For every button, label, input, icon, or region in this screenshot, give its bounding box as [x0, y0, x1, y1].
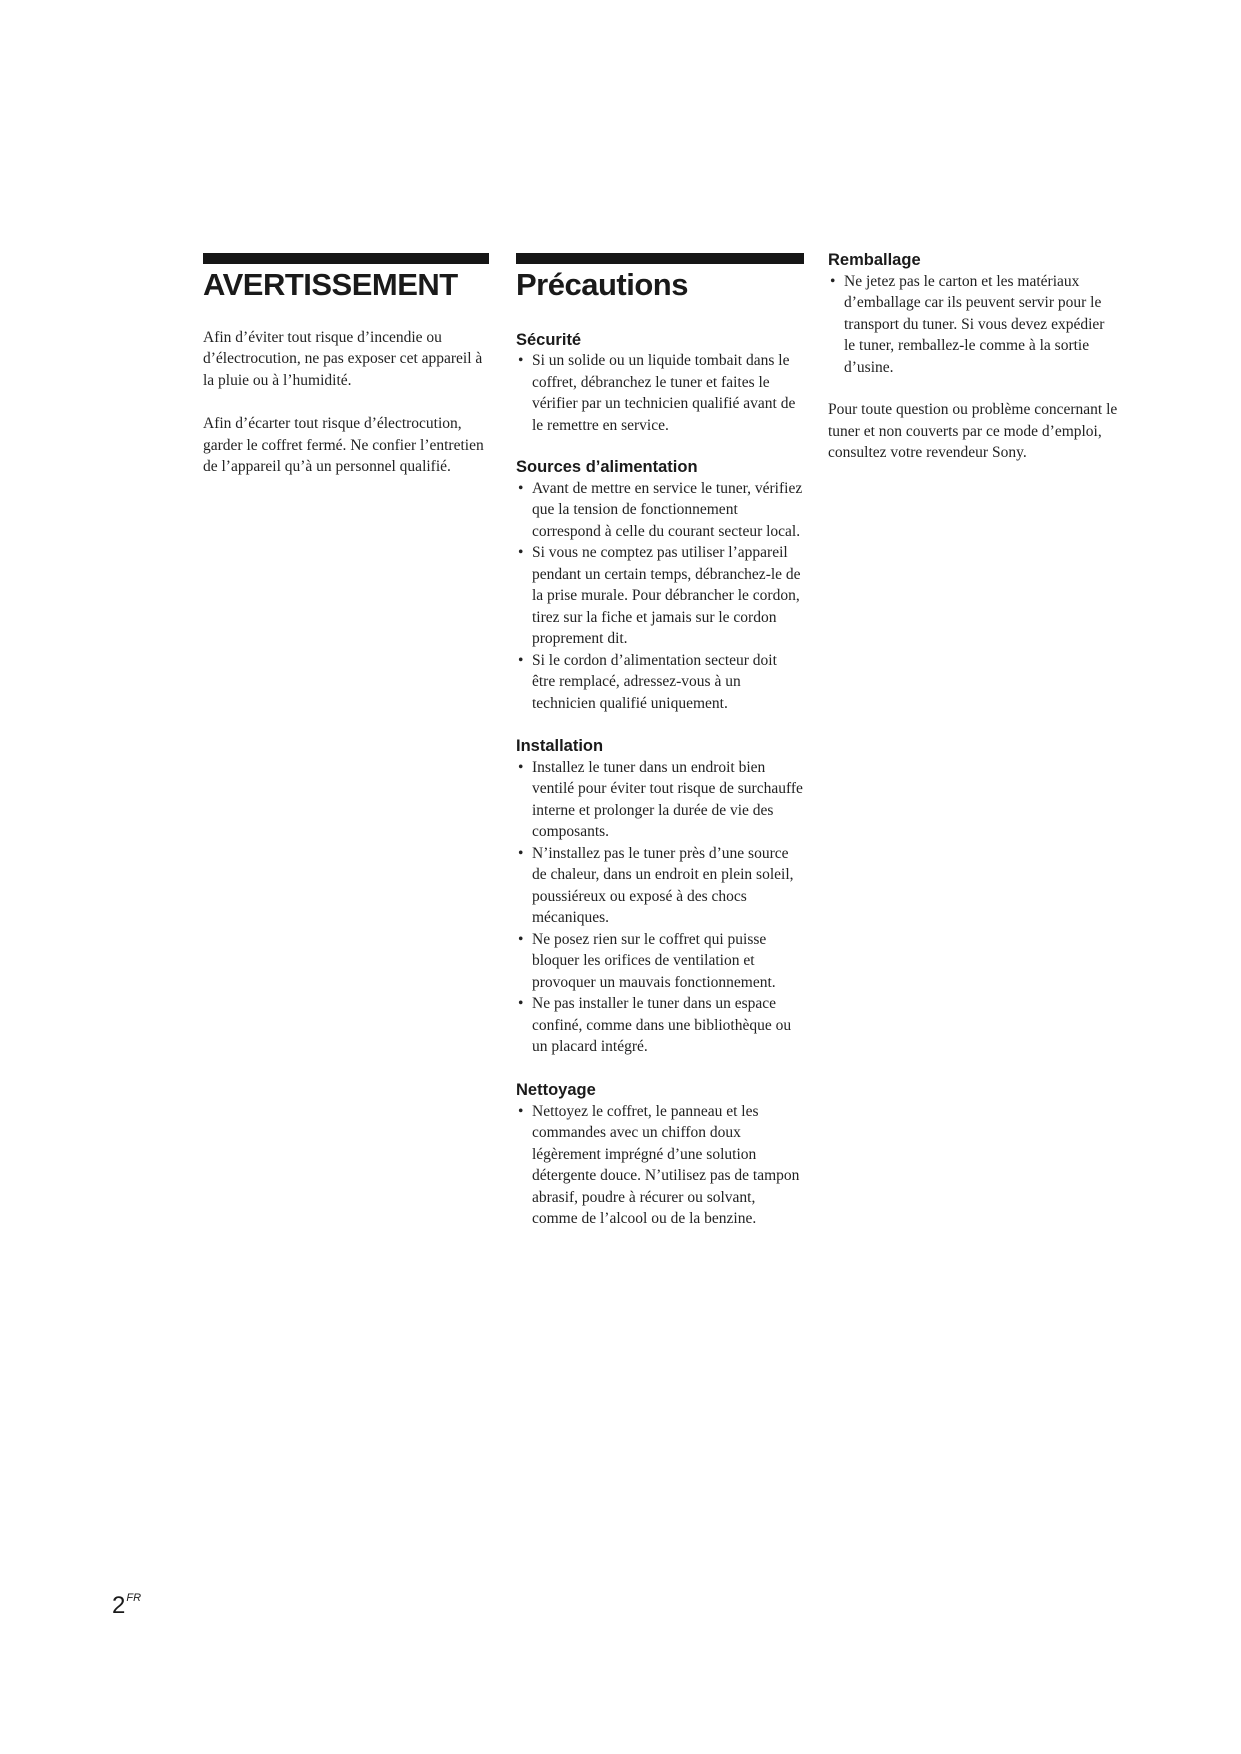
section-alimentation [516, 457, 804, 714]
section-rule [203, 253, 489, 264]
bullet-list [828, 271, 1118, 379]
remballage-column [828, 250, 1118, 464]
list-item: • N’installez pas le tuner près d’une source de chaleur, dans un endroit en plein soleil, poussiéreux ou exposé à des chocs mécaniques. [518, 844, 794, 927]
list-item: • Si le cordon d’alimentation secteur doit être remplacé, adressez-vous à un technicien qualifié uniquement. [518, 651, 777, 712]
language-code: FR [126, 1592, 142, 1604]
section-heading: Sources d’alimentation [516, 458, 698, 477]
section-rule [516, 253, 804, 264]
warning-title: AVERTISSEMENT [203, 267, 458, 302]
section-heading: Sécurité [516, 330, 582, 349]
list-item: • Si vous ne comptez pas utiliser l’appareil pendant un certain temps, débranchez-le de la prise murale. Pour débrancher le cordon, tirez sur la fiche et jamais sur le cordon proprement dit. [518, 544, 801, 648]
warning-paragraph: Afin d’écarter tout risque d’électrocution, garder le coffret fermé. Ne confier l’entretien de l’appareil qu’à un personnel qualifié. [203, 415, 484, 476]
section-heading: Nettoyage [516, 1080, 596, 1099]
bullet-list [516, 757, 804, 1058]
bullet-list [516, 478, 804, 715]
warning-column [203, 253, 489, 478]
bullet-list [516, 350, 804, 436]
precautions-title: Précautions [516, 267, 688, 302]
list-item: • Avant de mettre en service le tuner, vérifiez que la tension de fonctionnement correspond à celle du courant secteur local. [518, 479, 803, 540]
section-securite [516, 330, 804, 437]
page-number: $2^{FR}$ [112, 1592, 142, 1619]
section-nettoyage [516, 1080, 804, 1230]
warning-paragraph: Afin d’éviter tout risque d’incendie ou d’électrocution, ne pas exposer cet appareil à la pluie ou à l’humidité. [203, 328, 483, 389]
list-item: • Ne pas installer le tuner dans un espace confiné, comme dans une bibliothèque ou un placard intégré. [518, 995, 792, 1056]
section-heading: Installation [516, 737, 604, 756]
list-item: • Ne jetez pas le carton et les matériaux d’emballage car ils peuvent servir pour le transport du tuner. Si vous devez expédier le tuner, remballez-le comme à la sortie d’usine. [830, 272, 1105, 376]
list-item: • Nettoyez le coffret, le panneau et les commandes avec un chiffon doux légèrement imprégné d’une solution détergente douce. N’utilisez pas de tampon abrasif, poudre à récurer ou solvant, comme de l’alcool ou de la benzine. [518, 1102, 800, 1228]
list-item: • Ne posez rien sur le coffret qui puisse bloquer les orifices de ventilation et provoquer un mauvais fonctionnement. [518, 930, 776, 991]
section-heading: Remballage [828, 251, 921, 269]
contact-paragraph: Pour toute question ou problème concernant le tuner et non couverts par ce mode d’emploi, consultez votre revendeur Sony. [828, 401, 1118, 462]
list-item: • Installez le tuner dans un endroit bien ventilé pour éviter tout risque de surchauffe interne et prolonger la durée de vie des composants. [518, 758, 803, 841]
list-item: • Si un solide ou un liquide tombait dans le coffret, débranchez le tuner et faites le vérifier par un technicien qualifié avant de le remettre en service. [518, 352, 796, 434]
section-installation [516, 736, 804, 1058]
bullet-list [516, 1101, 804, 1230]
precautions-column [516, 253, 804, 1230]
